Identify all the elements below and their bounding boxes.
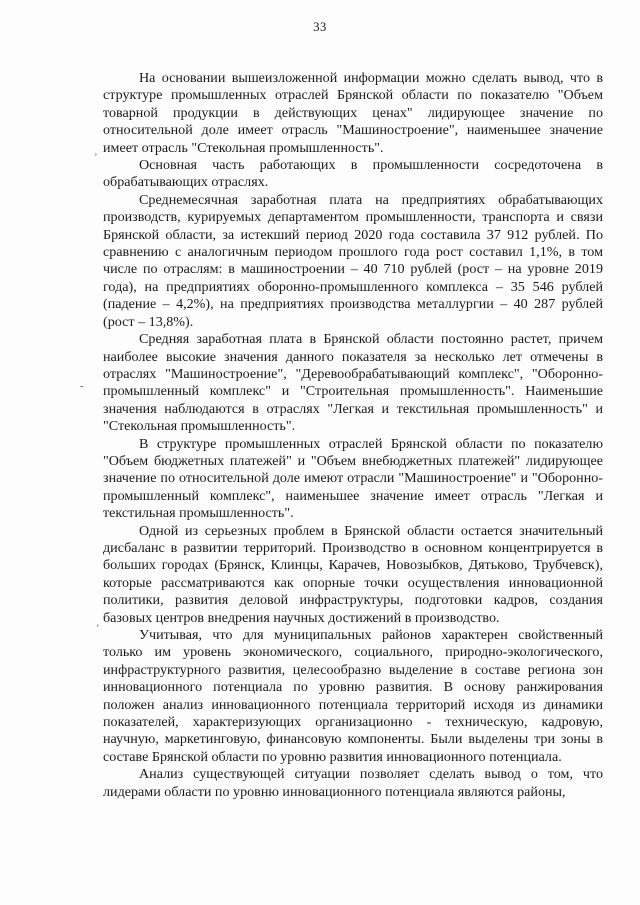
margin-mark: - bbox=[80, 381, 84, 392]
paragraph: Средняя заработная плата в Брянской области постоянно растет, причем наиболее высокие значения данного показателя за несколько лет отмечены в отраслях "Машиностроение", "Деревообрабатывающий комплекс", "Оборонно-промышленный комплекс" и "Строительная промышленность". Наименьшие значения наблюдаются в отраслях "Легкая и текстильная промышленность" и "Стекольная промышленность". bbox=[103, 331, 603, 435]
paragraph: Анализ существующей ситуации позволяет сделать вывод о том, что лидерами области по уровню инновационного потенциала являются районы, bbox=[103, 766, 603, 800]
paragraph: На основании вышеизложенной информации можно сделать вывод, что в структуре промышленных отраслей Брянской области по показателю "Объем товарной продукции в действующих ценах" лидирующее значение по относительной доле имеет отрасль "Машиностроение", наименьшее значение имеет отрасль "Стекольная промышленность". bbox=[103, 70, 603, 156]
paragraph: Среднемесячная заработная плата на предприятиях обрабатывающих производств, курируемых департаментом промышленности, транспорта и связи Брянской области, за истекший период 2020 года составила 37 912 рублей. По сравнению с аналогичным периодом прошлого года рост составил 1,1%, в том числе по отраслям: в машиностроении – 40 710 рублей (рост – на уровне 2019 года), на предприятиях оборонно-промышленного комплекса – 35 546 рублей (падение – 4,2%), на предприятиях производства металлургии – 40 287 рублей (рост – 13,8%). bbox=[103, 191, 603, 330]
paragraph: Одной из серьезных проблем в Брянской области остается значительный дисбаланс в развитии территорий. Производство в основном концентрируется в больших городах (Брянск, Клинцы, Карачев, Новозыбков, Дятьково, Трубчевск), которые рассматриваются как опорные точки осуществления инновационной политики, развития деловой инфраструктуры, подготовки кадров, создания базовых центров внедрения научных достижений в производство. bbox=[103, 522, 603, 626]
margin-mark: ¸ bbox=[94, 145, 98, 156]
document-body bbox=[103, 70, 603, 801]
paragraph: В структуре промышленных отраслей Брянской области по показателю "Объем бюджетных платежей" и "Объем внебюджетных платежей" лидирующее значение по относительной доле имеют отрасли "Машиностроение" и "Оборонно-промышленный комплекс", наименьшее значение имеет отрасль "Легкая и текстильная промышленность". bbox=[103, 435, 603, 522]
page-number: 33 bbox=[313, 20, 327, 34]
paragraph: Учитывая, что для муниципальных районов характерен свойственный только им уровень экономического, социального, природно-экологического, инфраструктурного развития, целесообразно выделение в составе региона зон инновационного потенциала по уровню развития. В основу ранжирования положен анализ инновационного потенциала территорий исходя из динамики показателей, характеризующих организационно - техническую, кадровую, научную, маркетинговую, финансовую компоненты. Были выделены три зоны в составе Брянской области по уровню развития инновационного потенциала. bbox=[103, 627, 603, 765]
paragraph: Основная часть работающих в промышленности сосредоточена в обрабатывающих отраслях. bbox=[103, 157, 603, 191]
margin-mark: ¸ bbox=[96, 616, 100, 627]
